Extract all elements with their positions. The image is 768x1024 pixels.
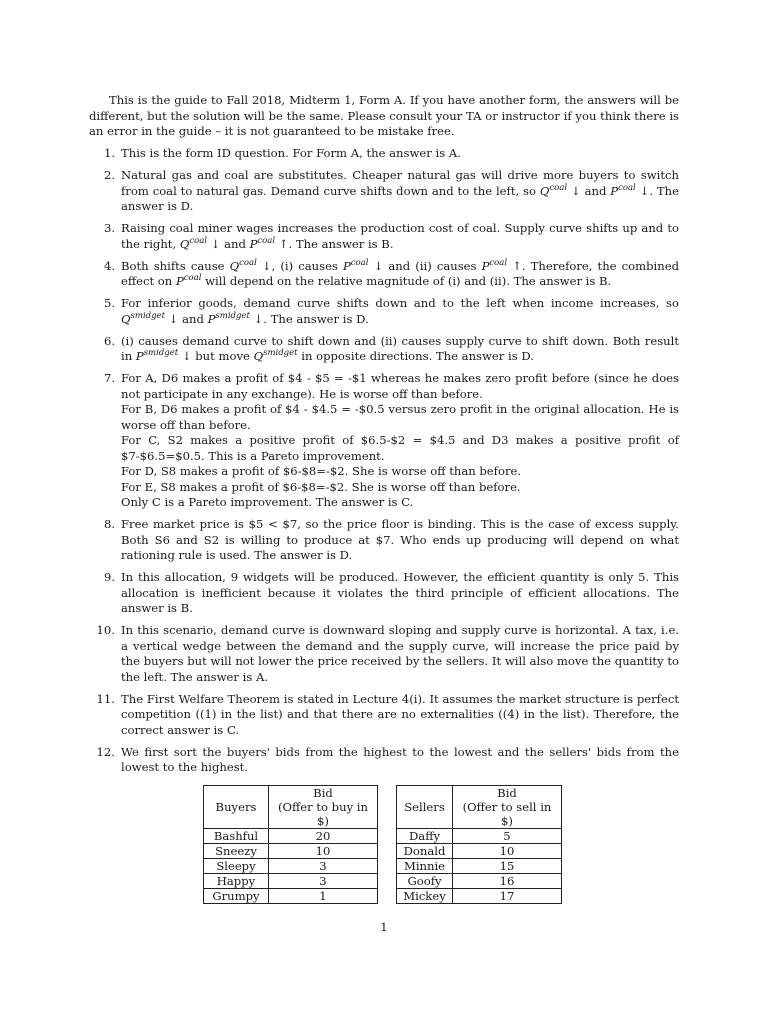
answer-number: 2.	[103, 168, 115, 182]
answer-item	[89, 692, 679, 739]
table-row	[204, 874, 378, 889]
bid-cell: 1	[269, 889, 378, 904]
answer-number: 3.	[103, 221, 115, 235]
bid-cell: 3	[269, 859, 378, 874]
answer-text: For B, D6 makes a profit of $4 - $4.5 = -$0.5 versus zero profit in the original allocation. He is worse off than before.	[121, 402, 679, 432]
answer-number: 11.	[96, 691, 115, 706]
sellers-bid-header: Bid (Offer to sell in $)	[453, 786, 562, 829]
answer-number: 12.	[96, 744, 115, 759]
sellers-table	[396, 785, 562, 904]
answer-number: 7.	[103, 371, 115, 385]
name-cell: Minnie	[397, 859, 453, 874]
answer-text: (i) causes demand curve to shift down and (ii) causes supply curve to shift down. Both result in $P^{smidget}$ ↓ but move $Q^{smidget}$ in opposite directions. The answer is D.	[121, 333, 679, 363]
table-row	[204, 829, 378, 844]
answer-text: Only C is a Pareto improvement. The answer is C.	[121, 495, 414, 509]
answer-text: We first sort the buyers' bids from the highest to the lowest and the sellers' bids from the lowest to the highest.	[121, 744, 679, 774]
table-row	[397, 889, 562, 904]
name-cell: Sleepy	[204, 859, 269, 874]
answer-text: For E, S8 makes a profit of $6-$8=-$2. She is worse off than before.	[121, 479, 521, 494]
answer-item	[89, 623, 679, 685]
table-row	[397, 859, 562, 874]
answer-text: Free market price is $5 < $7, so the price floor is binding. This is the case of excess supply. Both S6 and S2 is willing to produce at $7. Who ends up producing will depend on what rationing rule is used. The answer is D.	[121, 517, 679, 562]
answer-text: The First Welfare Theorem is stated in Lecture 4(i). It assumes the market structure is perfect competition ((1) in the list) and that there are no externalities ((4) in the list). Therefore, the correct answer is C.	[121, 691, 679, 737]
answer-item	[89, 168, 679, 215]
answer-item	[89, 371, 679, 511]
answer-item	[89, 334, 679, 365]
answer-text: For C, S2 makes a positive profit of $6.5-$2 = $4.5 and D3 makes a positive profit of $7-$6.5=$0.5. This is a Pareto improvement.	[121, 433, 679, 463]
name-cell: Bashful	[204, 829, 269, 844]
buyers-bid-header: Bid (Offer to buy in $)	[269, 786, 378, 829]
answer-item	[89, 221, 679, 252]
answer-list	[89, 146, 679, 782]
answer-text: Natural gas and coal are substitutes. Cheaper natural gas will drive more buyers to switch from coal to natural gas. Demand curve shifts down and to the left, so $Q^{coal}$ ↓ and $P^{coal}$ ↓. The answer is D.	[121, 168, 679, 213]
bid-cell: 5	[453, 829, 562, 844]
answer-number: 4.	[103, 258, 115, 273]
buyers-table	[203, 785, 378, 904]
name-cell: Sneezy	[204, 844, 269, 859]
bid-cell: 16	[453, 874, 562, 889]
answer-number: 8.	[103, 517, 115, 531]
page-number: 1	[380, 920, 388, 934]
sellers-header: Sellers	[397, 786, 453, 829]
table-row	[204, 889, 378, 904]
answer-number: 5.	[103, 296, 115, 310]
answer-number: 6.	[103, 333, 115, 348]
answer-number: 10.	[96, 623, 115, 637]
answer-text: Raising coal miner wages increases the production cost of coal. Supply curve shifts up and to the right, $Q^{coal}$ ↓ and $P^{coal}$ ↑. The answer is B.	[121, 221, 679, 251]
bids-tables	[0, 785, 768, 903]
answer-text: For A, D6 makes a profit of $4 - $5 = -$1 whereas he makes zero profit before (since he does not participate in any exchange). He is worse off than before.	[121, 371, 679, 401]
answer-text: For inferior goods, demand curve shifts down and to the left when income increases, so $Q^{smidget}$ ↓ and $P^{smidget}$ ↓. The answer is D.	[121, 296, 679, 326]
answer-item	[89, 570, 679, 617]
answer-text: This is the form ID question. For Form A, the answer is A.	[121, 146, 461, 160]
bid-cell: 10	[453, 844, 562, 859]
buyers-header: Buyers	[204, 786, 269, 829]
bid-cell: 10	[269, 844, 378, 859]
answer-text: In this allocation, 9 widgets will be produced. However, the efficient quantity is only 5. This allocation is inefficient because it violates the third principle of efficient allocations. The answer is B.	[121, 570, 679, 615]
name-cell: Donald	[397, 844, 453, 859]
table-row	[397, 844, 562, 859]
answer-number: 1.	[103, 146, 115, 160]
bid-cell: 15	[453, 859, 562, 874]
answer-item	[89, 146, 679, 162]
answer-text: In this scenario, demand curve is downward sloping and supply curve is horizontal. A tax, i.e. a vertical wedge between the demand and the supply curve, will increase the price paid by the buyers but will not lower the price received by the sellers. It will also move the quantity to the left. The answer is A.	[121, 623, 679, 684]
table-row	[204, 859, 378, 874]
name-cell: Goofy	[397, 874, 453, 889]
name-cell: Grumpy	[204, 889, 269, 904]
table-row	[397, 874, 562, 889]
name-cell: Happy	[204, 874, 269, 889]
table-row	[397, 829, 562, 844]
name-cell: Daffy	[397, 829, 453, 844]
answer-item	[89, 745, 679, 776]
bid-cell: 20	[269, 829, 378, 844]
answer-text: Both shifts cause $Q^{coal}$ ↓, (i) causes $P^{coal}$ ↓ and (ii) causes $P^{coal}$ ↑. Therefore, the combined effect on $P^{coal}$ will depend on the relative magnitude of (i) and (ii). The answer is B.	[121, 257, 679, 288]
bid-cell: 17	[453, 889, 562, 904]
answer-number: 9.	[103, 570, 115, 584]
answer-item	[89, 296, 679, 327]
answer-item	[89, 259, 679, 290]
bid-cell: 3	[269, 874, 378, 889]
answer-item	[89, 517, 679, 564]
name-cell: Mickey	[397, 889, 453, 904]
answer-text: For D, S8 makes a profit of $6-$8=-$2. She is worse off than before.	[121, 464, 522, 478]
intro-paragraph: This is the guide to Fall 2018, Midterm 1, Form A. If you have another form, the answers will be different, but the solution will be the same. Please consult your TA or instructor if you think there is an error in the guide – it is not guaranteed to be mistake free.	[89, 93, 679, 138]
table-row	[204, 844, 378, 859]
